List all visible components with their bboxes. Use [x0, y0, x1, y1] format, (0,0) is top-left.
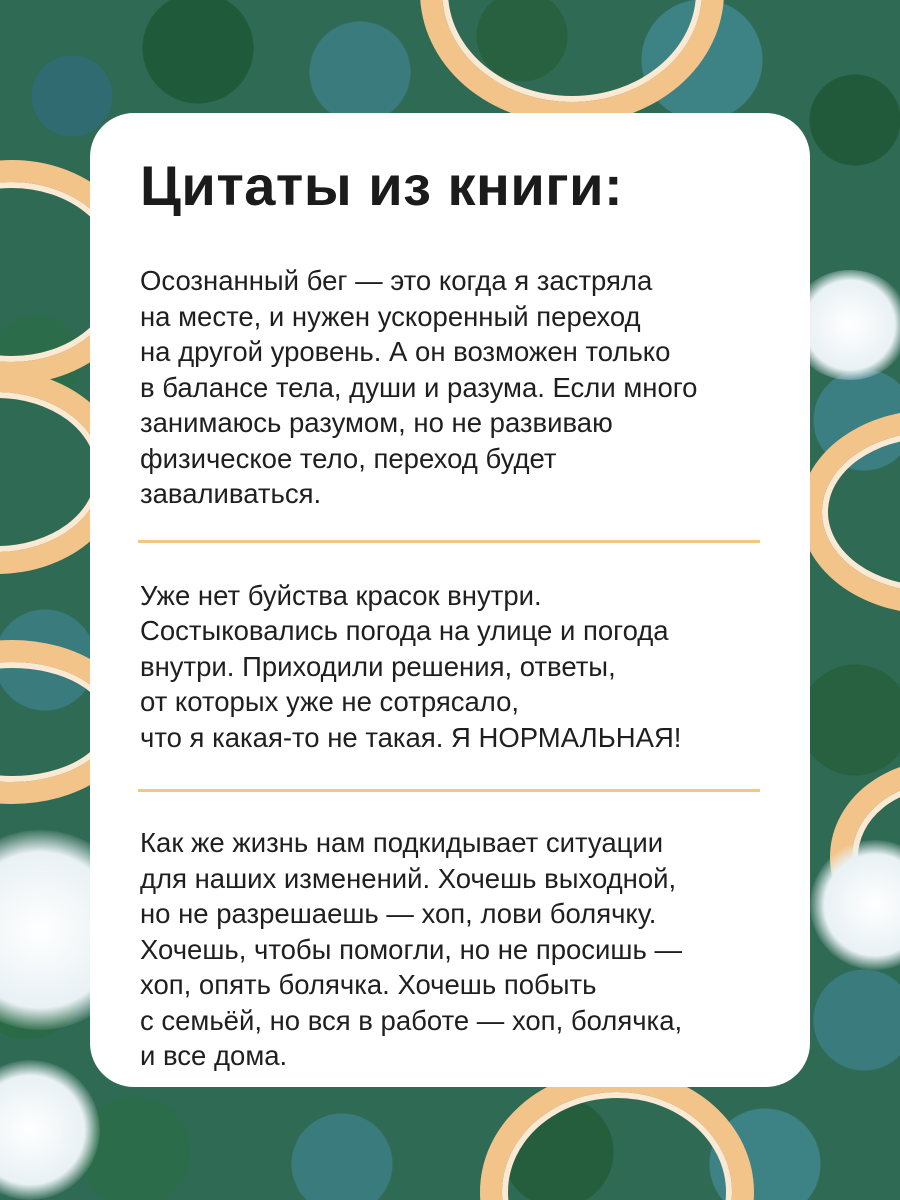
winding-path	[800, 410, 900, 614]
divider	[138, 789, 760, 792]
divider	[138, 540, 760, 543]
winding-path	[420, 0, 724, 124]
quote-text: Осознанный бег — это когда я застряла на месте, и нужен ускоренный переход на другой уровень. А он возможен только в балансе тела, души и разума. Если много занимаюсь разумом, но не развиваю физическое тело, переход будет заваливаться.	[140, 265, 698, 509]
cloud	[810, 840, 900, 970]
cloud	[0, 1060, 100, 1200]
quote-text: Как же жизнь нам подкидывает ситуации для наших изменений. Хочешь выходной, но не разрешаешь — хоп, лови болячку. Хочешь, чтобы помогли, но не просишь — хоп, опять болячка. Хочешь побыть с семьёй, но вся в работе — хоп, болячка, и все дома.	[140, 827, 683, 1071]
winding-path	[480, 1070, 754, 1200]
card-title: Цитаты из книги:	[140, 154, 624, 217]
quote-text: Уже нет буйства красок внутри. Состыковались погода на улице и погода внутри. Приходили решения, ответы, от которых уже не сотрясало, что я какая-то не такая. Я НОРМАЛЬНАЯ!	[140, 579, 682, 753]
quotes-card	[90, 113, 810, 1087]
